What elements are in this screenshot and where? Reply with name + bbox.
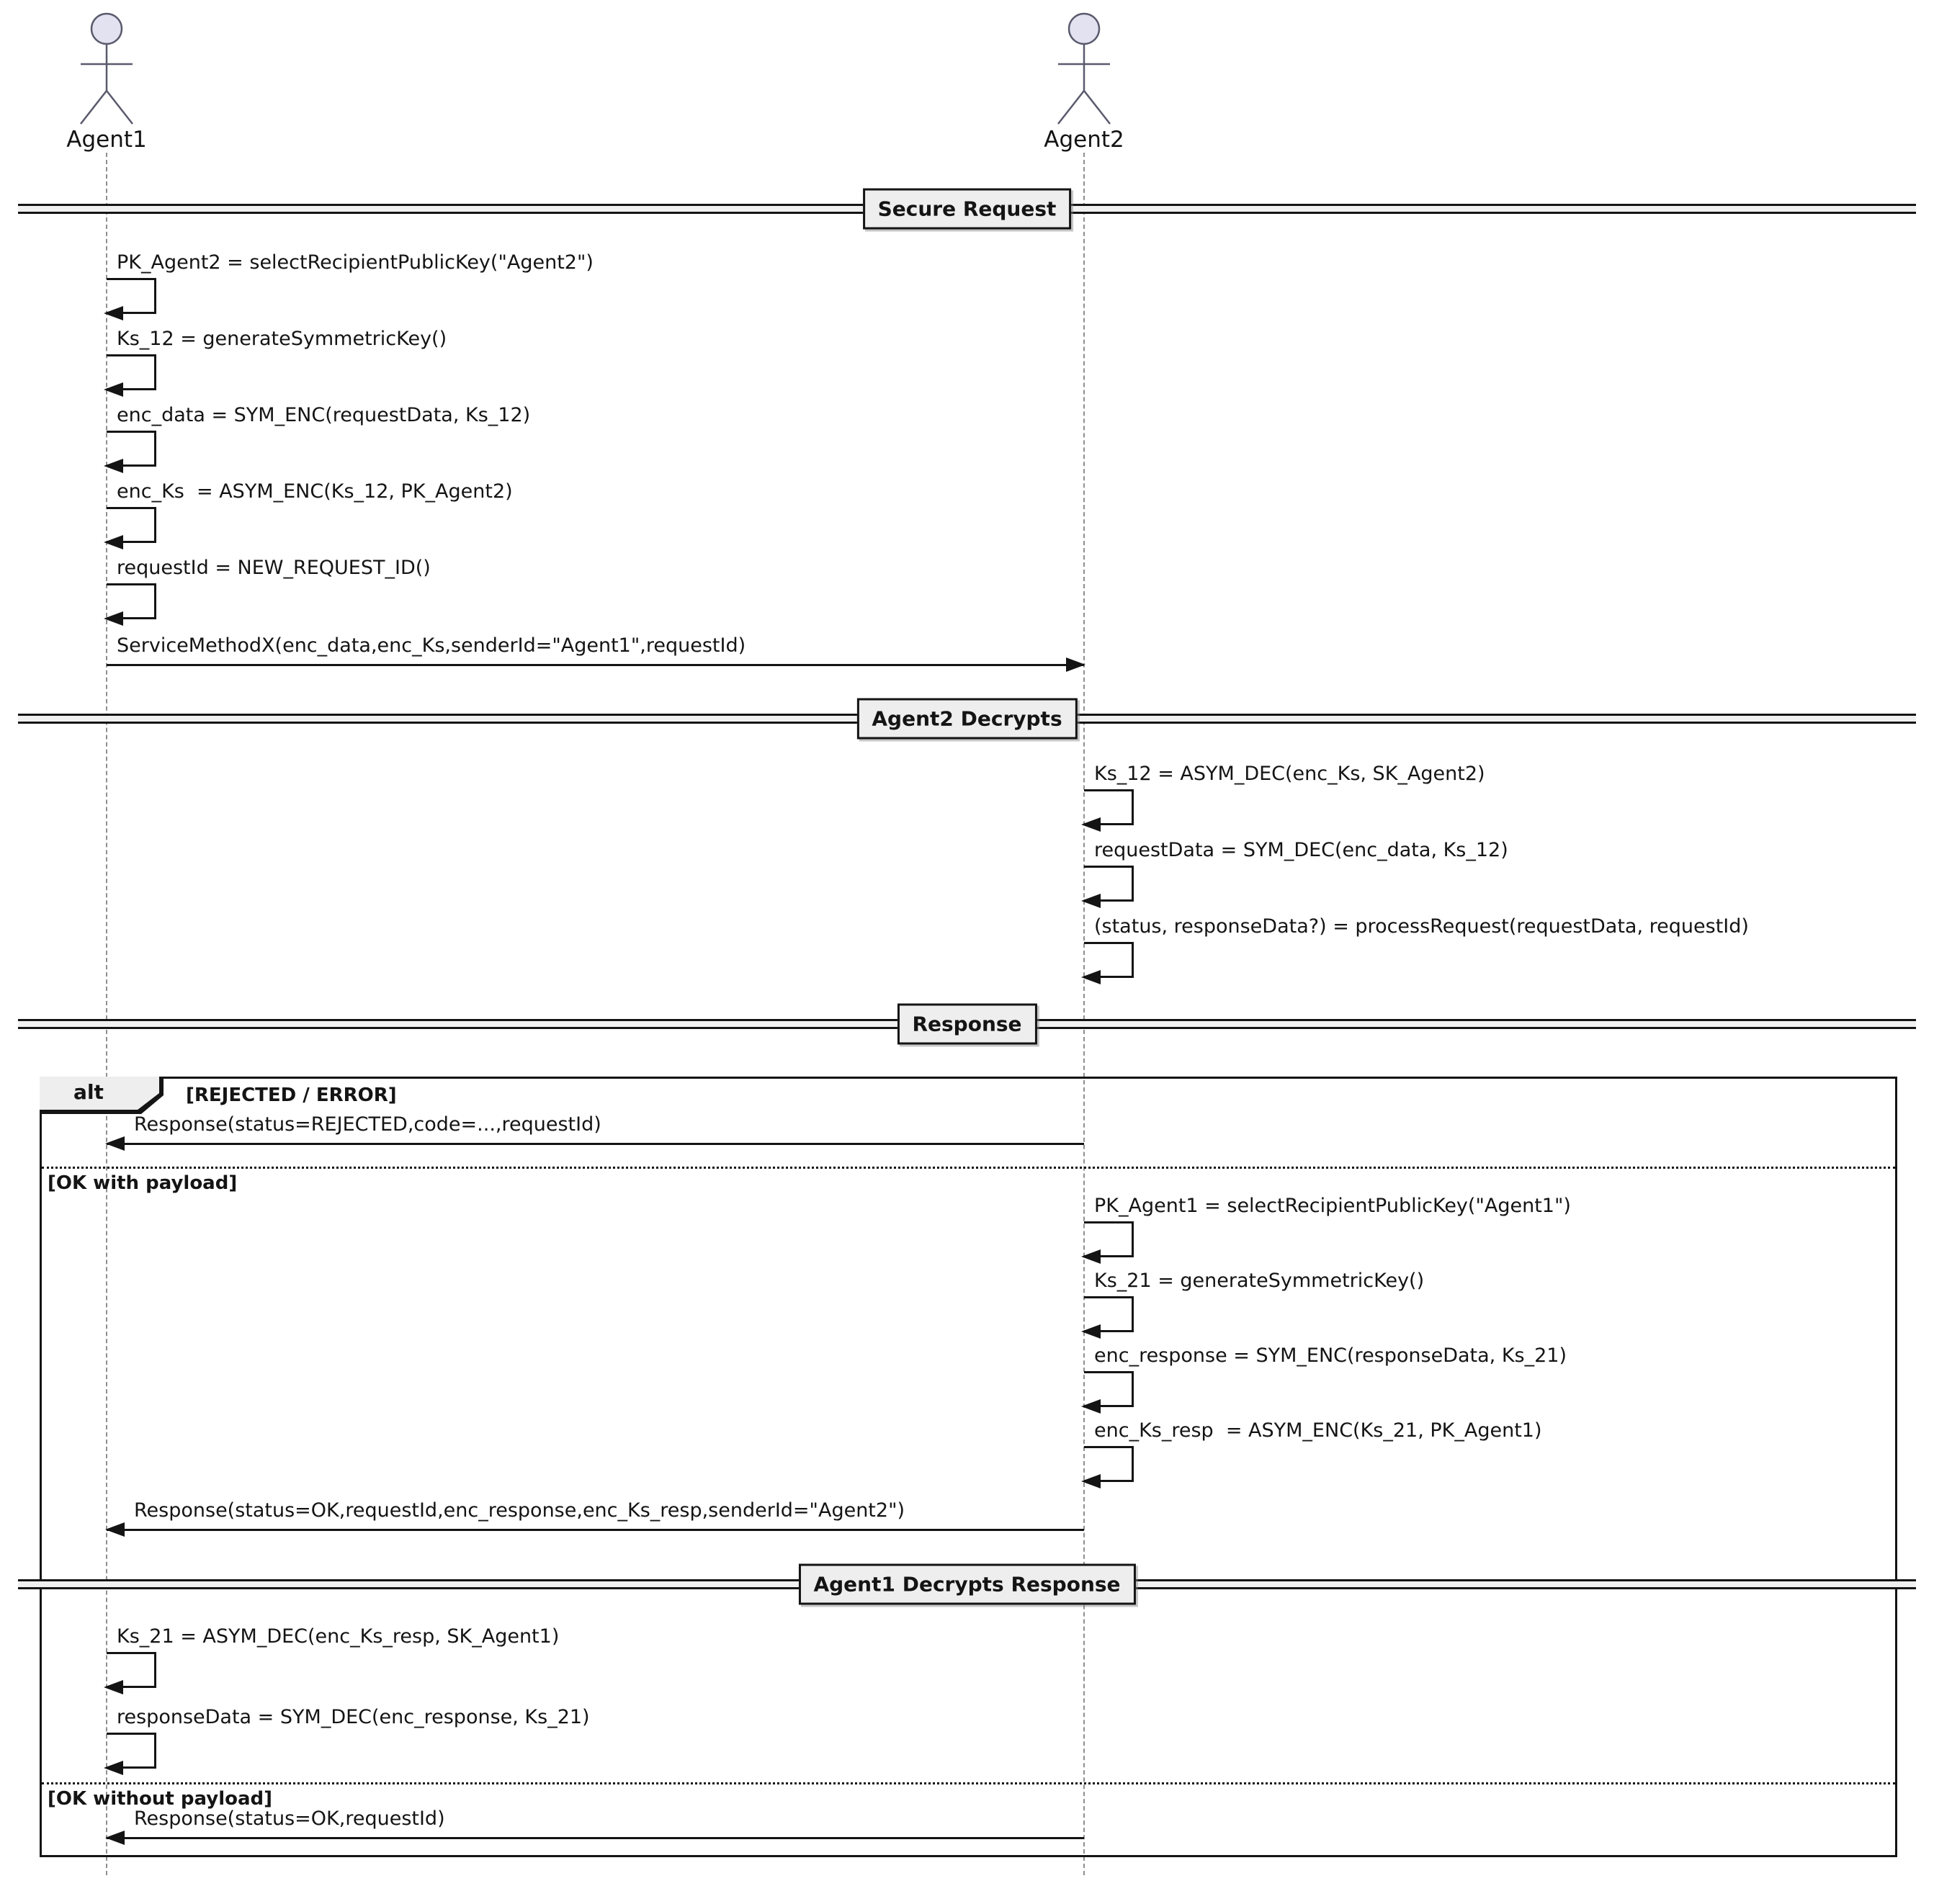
self-message-sym-enc-response bbox=[1084, 1344, 1567, 1407]
self-message-sym-enc-data bbox=[107, 403, 530, 467]
message-label: enc_response = SYM_ENC(responseData, Ks_21) bbox=[1094, 1344, 1567, 1367]
self-message-select-pk-agent2 bbox=[107, 251, 594, 314]
self-message-process-request bbox=[1084, 915, 1749, 978]
message-label: enc_Ks_resp = ASYM_ENC(Ks_21, PK_Agent1) bbox=[1094, 1419, 1542, 1442]
message-label: Ks_12 = generateSymmetricKey() bbox=[117, 328, 447, 350]
self-arrow bbox=[1084, 789, 1134, 825]
divider-agent2-decrypts bbox=[18, 696, 1916, 741]
divider-response-box: Response bbox=[897, 1004, 1037, 1045]
self-message-asym-dec-ks12 bbox=[1084, 762, 1485, 825]
divider-secure-request bbox=[18, 187, 1916, 231]
self-arrow bbox=[1084, 1446, 1134, 1482]
self-message-select-pk-agent1 bbox=[1084, 1194, 1571, 1257]
alt-guard-rejected: [REJECTED / ERROR] bbox=[186, 1085, 397, 1106]
message-label: Response(status=REJECTED,code=...,requestId) bbox=[134, 1113, 601, 1136]
actor-agent2-icon bbox=[1026, 9, 1142, 125]
message-response-ok-payload bbox=[107, 1499, 1084, 1531]
self-arrow bbox=[107, 278, 156, 314]
actor-agent1-label: Agent1 bbox=[66, 127, 147, 153]
message-label: Ks_21 = ASYM_DEC(enc_Ks_resp, SK_Agent1) bbox=[117, 1625, 560, 1648]
self-message-asym-enc-ks bbox=[107, 480, 513, 543]
alt-guard-ok-payload: [OK with payload] bbox=[48, 1172, 238, 1194]
message-label: Response(status=OK,requestId) bbox=[134, 1808, 445, 1830]
self-message-sym-dec-responsedata bbox=[107, 1705, 590, 1769]
self-message-new-request-id bbox=[107, 556, 431, 619]
message-label: (status, responseData?) = processRequest(requestData, requestId) bbox=[1094, 915, 1749, 938]
message-label: requestId = NEW_REQUEST_ID() bbox=[117, 557, 431, 579]
message-label: ServiceMethodX(enc_data,enc_Ks,senderId="Agent1",requestId) bbox=[117, 634, 746, 657]
actor-agent2 bbox=[1026, 9, 1142, 153]
message-service-method-x bbox=[107, 634, 1084, 666]
message-label: Ks_12 = ASYM_DEC(enc_Ks, SK_Agent2) bbox=[1094, 763, 1485, 785]
message-label: PK_Agent1 = selectRecipientPublicKey("Agent1") bbox=[1094, 1195, 1571, 1217]
self-message-asym-dec-ks21 bbox=[107, 1625, 559, 1688]
self-message-asym-enc-ks-resp bbox=[1084, 1419, 1542, 1482]
self-arrow bbox=[107, 354, 156, 390]
message-line bbox=[107, 1529, 1084, 1531]
alt-separator-2 bbox=[42, 1782, 1895, 1784]
self-arrow bbox=[107, 431, 156, 467]
message-line bbox=[107, 1837, 1084, 1839]
alt-guard-ok-no-payload: [OK without payload] bbox=[48, 1788, 273, 1810]
message-label: PK_Agent2 = selectRecipientPublicKey("Agent2") bbox=[117, 251, 594, 274]
message-label: enc_Ks = ASYM_ENC(Ks_12, PK_Agent2) bbox=[117, 480, 513, 503]
divider-secure-request-box: Secure Request bbox=[863, 189, 1072, 230]
alt-operator-label: alt bbox=[73, 1080, 104, 1104]
message-line bbox=[107, 1143, 1084, 1145]
message-label: responseData = SYM_DEC(enc_response, Ks_21) bbox=[117, 1706, 590, 1728]
self-arrow bbox=[107, 583, 156, 619]
self-arrow bbox=[107, 1652, 156, 1688]
message-line bbox=[107, 664, 1084, 666]
message-response-ok-no-payload bbox=[107, 1807, 1084, 1839]
actor-agent2-label: Agent2 bbox=[1044, 127, 1124, 153]
self-arrow bbox=[1084, 1221, 1134, 1257]
self-message-generate-ks21 bbox=[1084, 1269, 1424, 1332]
divider-agent1-decrypts-response-box: Agent1 Decrypts Response bbox=[798, 1564, 1135, 1605]
actor-agent1-icon bbox=[49, 9, 164, 125]
self-arrow bbox=[1084, 1296, 1134, 1332]
arrowhead-icon bbox=[1066, 657, 1085, 672]
self-arrow bbox=[107, 507, 156, 543]
message-label: Ks_21 = generateSymmetricKey() bbox=[1094, 1270, 1425, 1292]
message-response-rejected bbox=[107, 1113, 1084, 1145]
alt-separator-1 bbox=[42, 1167, 1895, 1169]
self-arrow bbox=[1084, 942, 1134, 978]
self-message-generate-ks12 bbox=[107, 327, 447, 390]
message-label: Response(status=OK,requestId,enc_response,enc_Ks_resp,senderId="Agent2") bbox=[134, 1499, 905, 1522]
message-label: requestData = SYM_DEC(enc_data, Ks_12) bbox=[1094, 839, 1508, 861]
divider-agent2-decrypts-box: Agent2 Decrypts bbox=[856, 699, 1077, 740]
actor-agent1 bbox=[49, 9, 164, 153]
self-arrow bbox=[1084, 866, 1134, 902]
divider-agent1-decrypts-response bbox=[18, 1562, 1916, 1607]
self-message-sym-dec-requestdata bbox=[1084, 838, 1508, 902]
message-label: enc_data = SYM_ENC(requestData, Ks_12) bbox=[117, 404, 531, 426]
divider-response bbox=[18, 1002, 1916, 1046]
self-arrow bbox=[107, 1733, 156, 1769]
self-arrow bbox=[1084, 1371, 1134, 1407]
